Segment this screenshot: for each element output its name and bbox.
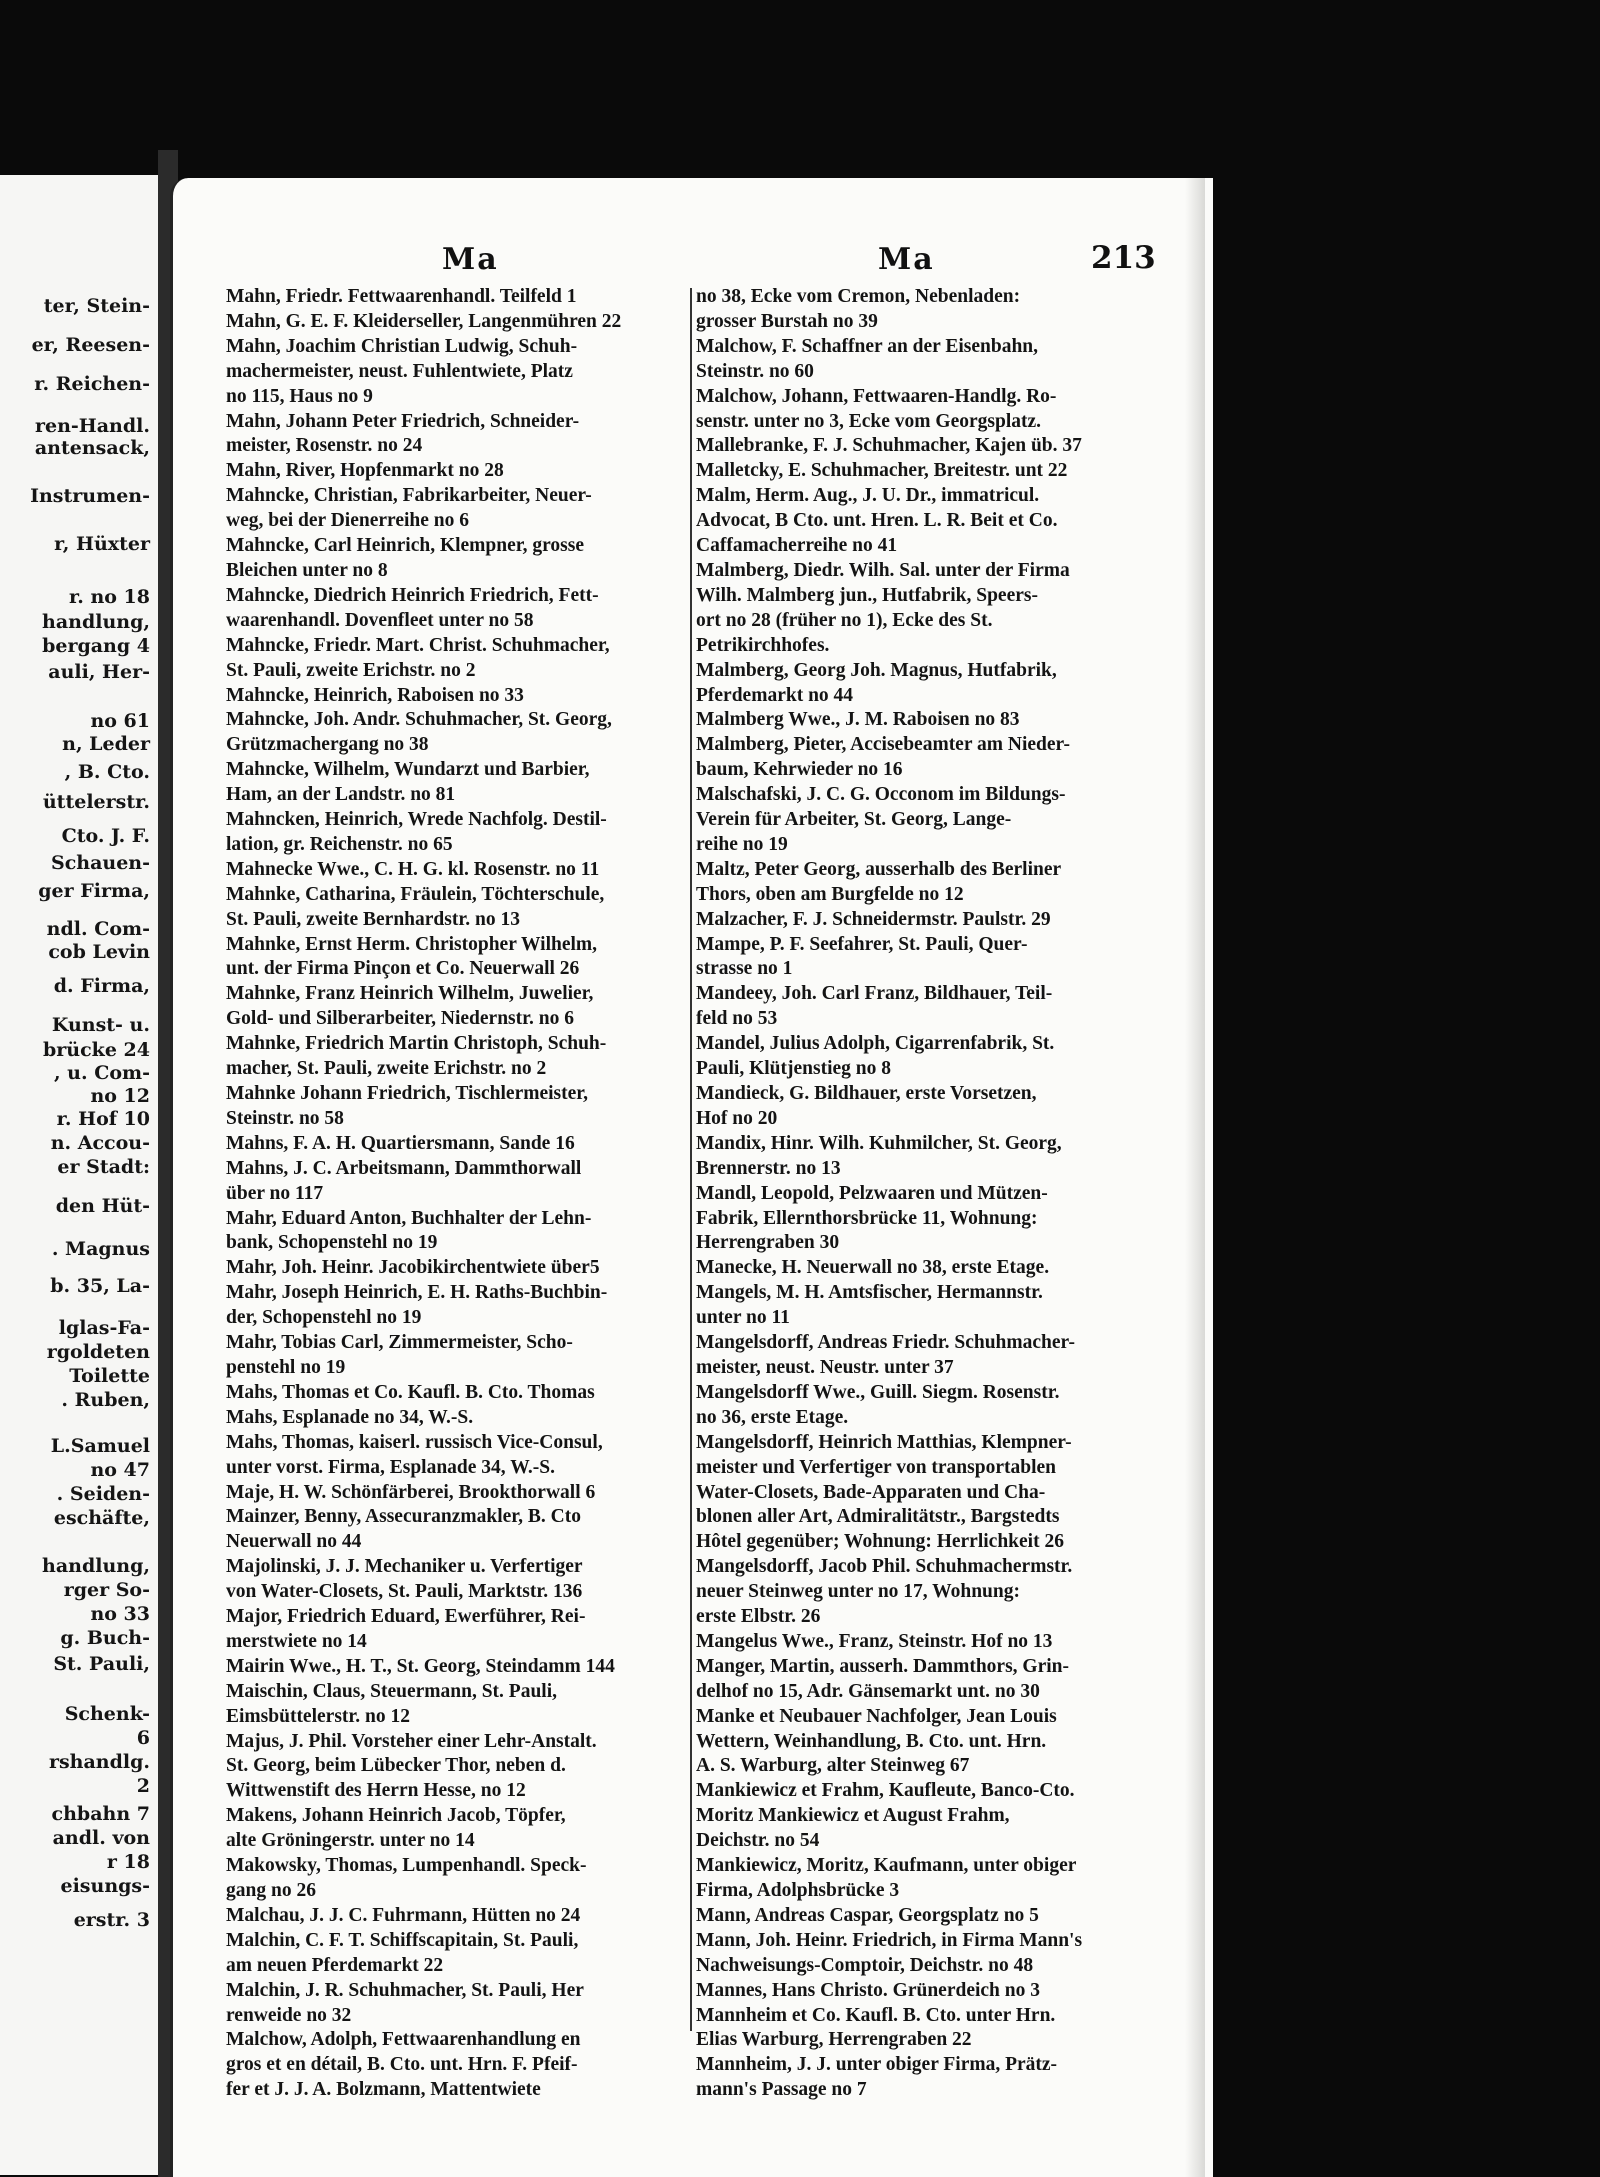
directory-entry-line: Mangelsdorff, Andreas Friedr. Schuhmacher-	[696, 1332, 1075, 1354]
directory-entry-line: der, Schopenstehl no 19	[226, 1307, 422, 1329]
directory-entry-line: fer et J. J. A. Bolzmann, Mattentwiete	[226, 2079, 541, 2101]
left-page-fragment: eschäfte,	[53, 1507, 150, 1529]
directory-entry-line: Malm, Herm. Aug., J. U. Dr., immatricul.	[696, 485, 1040, 507]
directory-entry-line: Mahnke, Franz Heinrich Wilhelm, Juwelier,	[226, 983, 594, 1005]
directory-entry-line: Mahncke, Diedrich Heinrich Friedrich, Fett-	[226, 584, 599, 606]
directory-entry-line: unter no 11	[696, 1307, 790, 1329]
directory-entry-line: Pferdemarkt no 44	[696, 684, 854, 706]
directory-entry-line: Mankiewicz, Moritz, Kaufmann, unter obiger	[696, 1855, 1077, 1877]
directory-entry-line: am neuen Pferdemarkt 22	[226, 1954, 444, 1976]
directory-entry-line: Deichstr. no 54	[696, 1830, 820, 1852]
directory-entry-line: Malmberg, Georg Joh. Magnus, Hutfabrik,	[696, 659, 1057, 681]
left-page-fragment: b. 35, La-	[50, 1275, 150, 1297]
directory-entry-line: Mahncken, Heinrich, Wrede Nachfolg. Destil-	[226, 809, 607, 831]
left-page-fragment: r. Reichen-	[34, 373, 150, 395]
directory-entry-line: Herrengraben 30	[696, 1232, 840, 1254]
directory-entry-line: Mangelsdorff Wwe., Guill. Siegm. Rosenstr.	[696, 1381, 1060, 1403]
directory-entry-line: A. S. Warburg, alter Steinweg 67	[696, 1755, 970, 1777]
directory-entry-line: Mampe, P. F. Seefahrer, St. Pauli, Quer-	[696, 933, 1028, 955]
directory-entry-line: Malschafski, J. C. G. Occonom im Bildungs-	[696, 784, 1066, 806]
left-page-fragment: erstr. 3	[73, 1909, 150, 1931]
directory-entry-line: Mahnecke Wwe., C. H. G. kl. Rosenstr. no 11	[226, 858, 600, 880]
left-page-fragment: no 47	[90, 1459, 150, 1481]
directory-entry-line: Mankiewicz et Frahm, Kaufleute, Banco-Cto.	[696, 1780, 1075, 1802]
directory-entry-line: Caffamacherreihe no 41	[696, 535, 898, 557]
column-divider	[690, 288, 692, 2031]
left-page-fragment: Kunst- u.	[51, 1014, 150, 1036]
left-page-fragment: rgoldeten	[46, 1341, 150, 1363]
directory-entry-line: Malchow, Johann, Fettwaaren-Handlg. Ro-	[696, 385, 1057, 407]
directory-entry-line: Thors, oben am Burgfelde no 12	[696, 883, 964, 905]
directory-entry-line: Malchow, Adolph, Fettwaarenhandlung en	[226, 2029, 581, 2051]
directory-entry-line: machermeister, neust. Fuhlentwiete, Platz	[226, 360, 573, 382]
left-page-fragment: n, Leder	[62, 733, 150, 755]
directory-entry-line: St. Pauli, zweite Bernhardstr. no 13	[226, 908, 520, 930]
directory-entry-line: no 38, Ecke vom Cremon, Nebenladen:	[696, 286, 1021, 307]
directory-entry-line: Mandel, Julius Adolph, Cigarrenfabrik, St.	[696, 1033, 1055, 1055]
directory-entry-line: Mannheim, J. J. unter obiger Firma, Prätz-	[696, 2054, 1058, 2076]
directory-entry-line: gros et en détail, B. Cto. unt. Hrn. F. Pfeif-	[226, 2054, 578, 2076]
directory-entry-line: Mahs, Thomas, kaiserl. russisch Vice-Consul,	[226, 1431, 603, 1453]
left-page-fragment: no 61	[90, 710, 150, 732]
directory-column-right	[696, 285, 1154, 2103]
directory-entry-line: waarenhandl. Dovenfleet unter no 58	[226, 609, 534, 631]
left-page-fragment: Instrumen-	[30, 485, 150, 507]
left-page-fragment: no 33	[90, 1603, 150, 1625]
left-page-fragment: ter, Stein-	[43, 295, 150, 317]
directory-entry-line: Mahr, Tobias Carl, Zimmermeister, Scho-	[226, 1332, 573, 1354]
directory-entry-line: Steinstr. no 58	[226, 1107, 344, 1129]
directory-entry-line: Hôtel gegenüber; Wohnung: Herrlichkeit 26	[696, 1531, 1064, 1553]
directory-entry-line: Mahr, Joh. Heinr. Jacobikirchentwiete über5	[226, 1257, 600, 1279]
directory-entry-line: Makens, Johann Heinrich Jacob, Töpfer,	[226, 1805, 566, 1827]
directory-entry-line: Water-Closets, Bade-Apparaten und Cha-	[696, 1481, 1046, 1503]
directory-entry-line: ort no 28 (früher no 1), Ecke des St.	[696, 609, 993, 631]
directory-entry-line: Mainzer, Benny, Assecuranzmakler, B. Cto	[226, 1506, 581, 1528]
directory-entry-line: Malmberg, Pieter, Accisebeamter am Nieder-	[696, 734, 1070, 756]
directory-entry-line: Mangelsdorff, Heinrich Matthias, Klempner-	[696, 1431, 1072, 1453]
directory-entry-line: Mahn, G. E. F. Kleiderseller, Langenmühren 22	[226, 310, 622, 332]
directory-entry-line: Mahnke, Catharina, Fräulein, Töchterschule,	[226, 883, 605, 905]
directory-entry-line: Malchow, F. Schaffner an der Eisenbahn,	[696, 335, 1039, 357]
directory-entry-line: penstehl no 19	[226, 1356, 346, 1378]
directory-entry-line: Fabrik, Ellernthorsbrücke 11, Wohnung:	[696, 1207, 1038, 1229]
directory-entry-line: mann's Passage no 7	[696, 2079, 867, 2101]
left-page-fragment: auli, Her-	[48, 661, 150, 683]
directory-entry-line: alte Gröningerstr. unter no 14	[226, 1830, 475, 1852]
directory-entry-line: Mahnke, Friedrich Martin Christoph, Schuh-	[226, 1033, 607, 1055]
left-page-fragment: er Stadt:	[57, 1156, 150, 1178]
directory-entry-line: meister und Verfertiger von transportablen	[696, 1456, 1056, 1478]
directory-entry-line: Mangels, M. H. Amtsfischer, Hermannstr.	[696, 1282, 1043, 1304]
left-page-fragment: üttelerstr.	[42, 791, 150, 813]
directory-entry-line: Mahs, Thomas et Co. Kaufl. B. Cto. Thomas	[226, 1381, 595, 1403]
directory-entry-line: Mahn, Johann Peter Friedrich, Schneider-	[226, 410, 580, 432]
directory-entry-line: Moritz Mankiewicz et August Frahm,	[696, 1805, 1010, 1827]
directory-entry-line: Mahncke, Christian, Fabrikarbeiter, Neuer-	[226, 485, 592, 507]
directory-entry-line: bank, Schopenstehl no 19	[226, 1232, 438, 1254]
left-page-fragment: den Hüt-	[55, 1195, 150, 1217]
directory-entry-line: Mallebranke, F. J. Schuhmacher, Kajen üb. 37	[696, 435, 1082, 457]
directory-entry-line: unter vorst. Firma, Esplanade 34, W.-S.	[226, 1456, 556, 1478]
directory-entry-line: Wettern, Weinhandlung, B. Cto. unt. Hrn.	[696, 1730, 1047, 1752]
left-page-fragment: Cto. J. F.	[61, 825, 150, 847]
left-page-fragment: g. Buch-	[60, 1627, 150, 1649]
directory-entry-line: Mahn, Joachim Christian Ludwig, Schuh-	[226, 335, 578, 357]
directory-entry-line: Wilh. Malmberg jun., Hutfabrik, Speers-	[696, 584, 1038, 606]
left-page-fragment: no 12	[90, 1085, 150, 1107]
directory-entry-line: Maje, H. W. Schönfärberei, Brookthorwall 6	[226, 1481, 596, 1503]
directory-entry-line: Steinstr. no 60	[696, 360, 814, 382]
left-page-fragment: Schenk-	[64, 1703, 150, 1725]
directory-entry-line: Mairin Wwe., H. T., St. Georg, Steindamm 144	[226, 1655, 615, 1677]
directory-entry-line: Manecke, H. Neuerwall no 38, erste Etage.	[696, 1257, 1050, 1279]
directory-entry-line: Manke et Neubauer Nachfolger, Jean Louis	[696, 1705, 1057, 1727]
directory-entry-line: Mahns, F. A. H. Quartiersmann, Sande 16	[226, 1132, 575, 1154]
left-page-fragment: handlung,	[42, 1555, 150, 1577]
left-page-fragment: cob Levin	[48, 941, 150, 963]
directory-entry-line: Mann, Andreas Caspar, Georgsplatz no 5	[696, 1904, 1039, 1926]
directory-entry-line: Mahncke, Joh. Andr. Schuhmacher, St. Georg,	[226, 709, 612, 731]
left-page-fragment: Schauen-	[50, 852, 150, 874]
left-page-fragment: , B. Cto.	[64, 761, 150, 783]
directory-entry-line: senstr. unter no 3, Ecke vom Georgsplatz.	[696, 410, 1042, 432]
running-header-left: Ma	[442, 242, 499, 277]
directory-entry-line: merstwiete no 14	[226, 1630, 367, 1652]
directory-entry-line: Malchau, J. J. C. Fuhrmann, Hütten no 24	[226, 1904, 581, 1926]
directory-entry-line: St. Pauli, zweite Erichstr. no 2	[226, 659, 476, 681]
directory-entry-line: weg, bei der Dienerreihe no 6	[226, 510, 469, 532]
directory-entry-line: meister, Rosenstr. no 24	[226, 435, 423, 457]
directory-entry-line: Wittwenstift des Herrn Hesse, no 12	[226, 1780, 526, 1802]
left-page-fragment: . Ruben,	[61, 1389, 150, 1411]
directory-entry-line: Majus, J. Phil. Vorsteher einer Lehr-Anstalt.	[226, 1730, 597, 1752]
directory-entry-line: no 115, Haus no 9	[226, 385, 373, 407]
directory-entry-line: Mannes, Hans Christo. Grünerdeich no 3	[696, 1979, 1040, 2001]
directory-entry-line: renweide no 32	[226, 2004, 352, 2026]
directory-entry-line: über no 117	[226, 1182, 324, 1204]
directory-entry-line: Ham, an der Landstr. no 81	[226, 784, 456, 806]
left-page-fragment: brücke 24	[43, 1039, 150, 1061]
directory-entry-line: Malletcky, E. Schuhmacher, Breitestr. unt 22	[696, 460, 1068, 482]
directory-entry-line: blonen aller Art, Admiralitätstr., Bargstedts	[696, 1506, 1060, 1528]
left-page-fragment: L.Samuel	[50, 1435, 150, 1457]
directory-entry-line: unt. der Firma Pinçon et Co. Neuerwall 26	[226, 958, 580, 980]
left-page-fragment: 2	[136, 1775, 150, 1797]
directory-entry-line: feld no 53	[696, 1008, 778, 1030]
directory-entry-line: Mannheim et Co. Kaufl. B. Cto. unter Hrn.	[696, 2004, 1056, 2026]
directory-entry-line: grosser Burstah no 39	[696, 310, 878, 332]
directory-entry-line: Makowsky, Thomas, Lumpenhandl. Speck-	[226, 1855, 587, 1877]
directory-entry-line: Malchin, J. R. Schuhmacher, St. Pauli, Her	[226, 1979, 584, 2001]
directory-entry-line: Bleichen unter no 8	[226, 559, 388, 581]
directory-entry-line: Mahncke, Friedr. Mart. Christ. Schuhmacher,	[226, 634, 610, 656]
left-page-fragment: r. no 18	[68, 586, 150, 608]
directory-entry-line: Gold- und Silberarbeiter, Niedernstr. no 6	[226, 1008, 574, 1030]
directory-entry-line: no 36, erste Etage.	[696, 1406, 849, 1428]
directory-entry-line: Mann, Joh. Heinr. Friedrich, in Firma Mann's	[696, 1929, 1083, 1951]
directory-entry-line: macher, St. Pauli, zweite Erichstr. no 2	[226, 1058, 547, 1080]
directory-entry-line: Mandieck, G. Bildhauer, erste Vorsetzen,	[696, 1083, 1037, 1104]
left-page-fragment: lglas-Fa-	[58, 1317, 150, 1339]
directory-entry-line: Neuerwall no 44	[226, 1531, 362, 1553]
left-page-fragment: n. Accou-	[50, 1132, 150, 1154]
directory-entry-line: Mahn, River, Hopfenmarkt no 28	[226, 460, 504, 482]
directory-entry-line: Grützmachergang no 38	[226, 734, 429, 756]
left-page-fragment: bergang 4	[42, 635, 150, 657]
directory-entry-line: gang no 26	[226, 1880, 316, 1901]
directory-entry-line: Mandl, Leopold, Pelzwaaren und Mützen-	[696, 1182, 1048, 1204]
directory-entry-line: von Water-Closets, St. Pauli, Marktstr. 136	[226, 1581, 583, 1603]
left-page-fragment: St. Pauli,	[53, 1653, 150, 1675]
left-page-fragment: d. Firma,	[53, 975, 150, 997]
directory-entry-line: meister, neust. Neustr. unter 37	[696, 1356, 954, 1378]
directory-entry-line: Malmberg Wwe., J. M. Raboisen no 83	[696, 709, 1020, 731]
directory-entry-line: strasse no 1	[696, 958, 793, 980]
left-page-fragment: Toilette	[69, 1365, 150, 1387]
left-page-fragment: . Magnus	[51, 1238, 150, 1260]
left-page-fragment: rshandlg.	[48, 1751, 150, 1773]
left-page-fragment: . Seiden-	[56, 1483, 150, 1505]
directory-entry-line: Nachweisungs-Comptoir, Deichstr. no 48	[696, 1954, 1034, 1976]
directory-entry-line: Mahns, J. C. Arbeitsmann, Dammthorwall	[226, 1157, 582, 1179]
left-page-fragment: andl. von	[52, 1827, 150, 1849]
directory-entry-line: Petrikirchhofes.	[696, 634, 830, 656]
directory-entry-line: Malmberg, Diedr. Wilh. Sal. unter der Firma	[696, 559, 1070, 581]
directory-entry-line: Pauli, Klütjenstieg no 8	[696, 1058, 892, 1080]
left-page-fragment: ger Firma,	[38, 880, 150, 902]
directory-entry-line: Malzacher, F. J. Schneidermstr. Paulstr. 29	[696, 908, 1051, 930]
directory-entry-line: lation, gr. Reichenstr. no 65	[226, 833, 453, 855]
directory-entry-line: Mandix, Hinr. Wilh. Kuhmilcher, St. Georg,	[696, 1132, 1062, 1154]
directory-entry-line: Manger, Martin, ausserh. Dammthors, Grin-	[696, 1655, 1069, 1677]
left-page-fragment: ren-Handl.	[35, 415, 150, 437]
directory-entry-line: baum, Kehrwieder no 16	[696, 759, 903, 781]
left-page-fragment: er, Reesen-	[31, 334, 150, 356]
left-page-fragment: , u. Com-	[53, 1062, 150, 1084]
directory-column-left	[226, 285, 682, 2103]
directory-entry-line: Mahn, Friedr. Fettwaarenhandl. Teilfeld 1	[226, 286, 577, 307]
directory-entry-line: Majolinski, J. J. Mechaniker u. Verfertiger	[226, 1556, 583, 1578]
directory-entry-line: delhof no 15, Adr. Gänsemarkt unt. no 30	[696, 1680, 1040, 1702]
left-page-edge	[0, 175, 161, 2175]
directory-entry-line: Hof no 20	[696, 1107, 778, 1129]
left-page-fragment: handlung,	[42, 611, 150, 633]
directory-entry-line: Mandeey, Joh. Carl Franz, Bildhauer, Teil-	[696, 983, 1053, 1005]
left-page-fragment: r. Hof 10	[56, 1108, 150, 1130]
directory-entry-line: Major, Friedrich Eduard, Ewerführer, Rei-	[226, 1606, 586, 1628]
directory-entry-line: Malchin, C. F. T. Schiffscapitain, St. Pauli,	[226, 1929, 579, 1951]
directory-entry-line: Eimsbüttelerstr. no 12	[226, 1705, 410, 1727]
directory-entry-line: Mahr, Joseph Heinrich, E. H. Raths-Buchbin-	[226, 1282, 608, 1304]
left-page-fragment: r 18	[106, 1851, 150, 1873]
page-number: 213	[1091, 240, 1156, 276]
directory-entry-line: Mahr, Eduard Anton, Buchhalter der Lehn-	[226, 1207, 592, 1229]
running-header-right: Ma	[878, 242, 935, 277]
directory-entry-line: Elias Warburg, Herrengraben 22	[696, 2029, 972, 2051]
left-page-fragment: rger So-	[63, 1579, 150, 1601]
left-page-fragment: eisungs-	[60, 1875, 150, 1897]
directory-entry-line: Mangelsdorff, Jacob Phil. Schuhmachermstr.	[696, 1556, 1073, 1578]
directory-entry-line: Mahncke, Carl Heinrich, Klempner, grosse	[226, 535, 585, 557]
directory-entry-line: Mahs, Esplanade no 34, W.-S.	[226, 1406, 474, 1428]
left-page-fragment: r, Hüxter	[54, 533, 150, 555]
directory-entry-line: Verein für Arbeiter, St. Georg, Lange-	[696, 809, 1012, 831]
directory-entry-line: Mahnke, Ernst Herm. Christopher Wilhelm,	[226, 933, 598, 955]
directory-entry-line: Mahncke, Wilhelm, Wundarzt und Barbier,	[226, 759, 590, 781]
directory-entry-line: Mangelus Wwe., Franz, Steinstr. Hof no 13	[696, 1630, 1053, 1652]
directory-entry-line: Maischin, Claus, Steuermann, St. Pauli,	[226, 1680, 557, 1702]
left-page-fragment: 6	[136, 1727, 150, 1749]
left-page-fragment: ndl. Com-	[46, 918, 150, 940]
directory-entry-line: Maltz, Peter Georg, ausserhalb des Berliner	[696, 858, 1062, 880]
directory-entry-line: reihe no 19	[696, 833, 788, 855]
directory-entry-line: Mahncke, Heinrich, Raboisen no 33	[226, 684, 524, 706]
left-page-fragment: antensack,	[34, 437, 150, 459]
directory-entry-line: neuer Steinweg unter no 17, Wohnung:	[696, 1581, 1020, 1603]
left-page-fragment: chbahn 7	[51, 1803, 150, 1825]
directory-entry-line: Firma, Adolphsbrücke 3	[696, 1880, 900, 1901]
directory-entry-line: Mahnke Johann Friedrich, Tischlermeister,	[226, 1083, 589, 1104]
directory-entry-line: St. Georg, beim Lübecker Thor, neben d.	[226, 1755, 566, 1777]
directory-entry-line: Advocat, B Cto. unt. Hren. L. R. Beit et Co.	[696, 510, 1058, 532]
directory-entry-line: Brennerstr. no 13	[696, 1157, 841, 1179]
directory-entry-line: erste Elbstr. 26	[696, 1606, 821, 1628]
page-edge-shadow	[1185, 178, 1205, 2177]
